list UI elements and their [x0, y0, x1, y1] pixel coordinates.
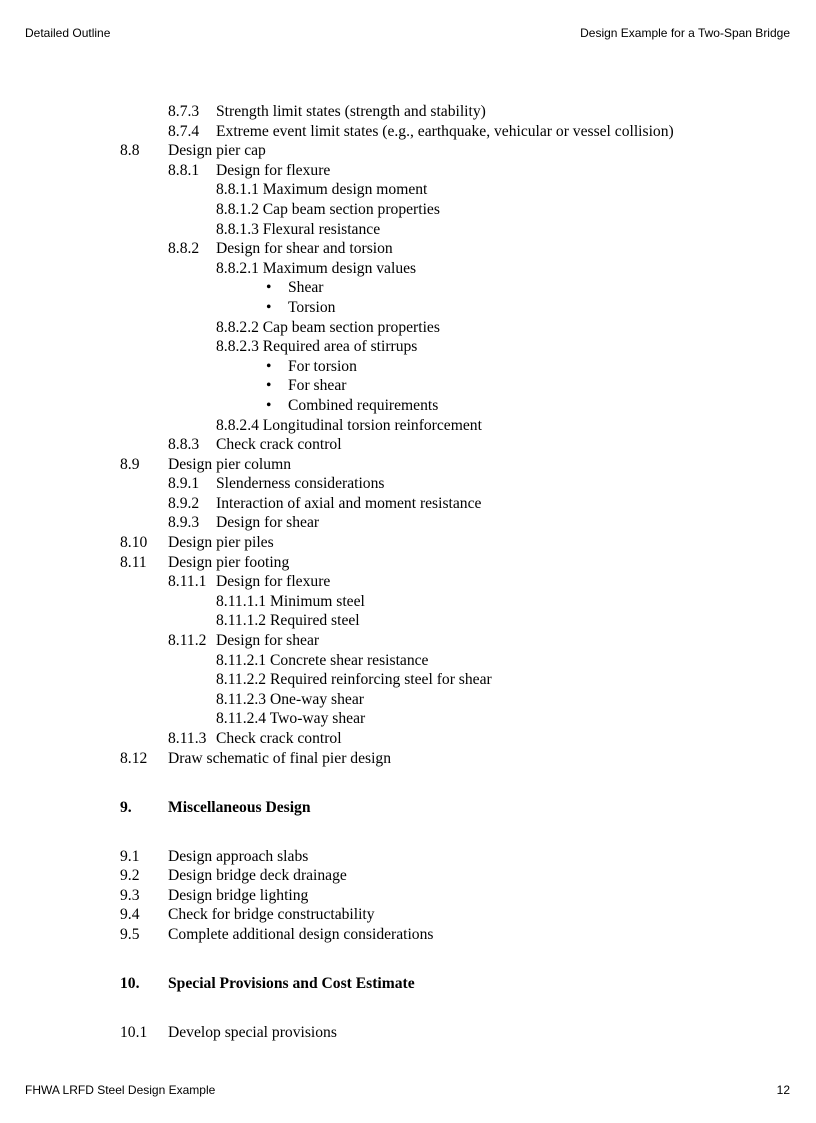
- bullet-item: [0, 376, 816, 396]
- item-number: 8.11: [120, 553, 147, 571]
- item-text: Design pier piles: [168, 534, 274, 552]
- item-number: 8.8: [120, 142, 140, 160]
- outline-item: [0, 513, 816, 533]
- outline-item: [0, 847, 816, 867]
- item-text: Special Provisions and Cost Estimate: [168, 975, 415, 993]
- bullet-item: [0, 357, 816, 377]
- item-text: Strength limit states (strength and stability): [216, 103, 486, 120]
- outline-item: [0, 886, 816, 906]
- item-text: Miscellaneous Design: [168, 798, 311, 816]
- item-text: 8.11.2.4 Two-way shear: [216, 710, 366, 728]
- item-text: Design pier cap: [168, 142, 266, 160]
- item-text: Develop special provisions: [168, 1023, 337, 1041]
- item-text: Design for flexure: [216, 573, 331, 591]
- spacer: [0, 945, 816, 965]
- outline-item: [0, 553, 816, 573]
- item-text: Check crack control: [216, 730, 342, 747]
- item-text: 8.11.2.2 Required reinforcing steel for shear: [216, 671, 492, 689]
- outline-item: [0, 220, 816, 240]
- item-text: 8.8.2.3 Required area of stirrups: [216, 338, 418, 356]
- item-number: 8.7.3: [168, 103, 200, 120]
- item-text: 8.8.1.3 Flexural resistance: [216, 220, 381, 238]
- item-text: Design for shear and torsion: [216, 240, 393, 258]
- bullet-icon: •: [266, 279, 272, 297]
- item-text: For torsion: [288, 357, 357, 375]
- spacer: [0, 768, 816, 788]
- item-number: 10.1: [120, 1023, 148, 1041]
- outline-item: [0, 259, 816, 279]
- page-number: 12: [776, 1083, 790, 1097]
- item-number: 9.1: [120, 847, 140, 865]
- section-heading: [0, 788, 816, 827]
- item-text: Design for flexure: [216, 161, 331, 179]
- outline-item: [0, 533, 816, 553]
- item-text: Design pier column: [168, 455, 291, 473]
- outline-item: [0, 866, 816, 886]
- item-text: 8.11.2.3 One-way shear: [216, 690, 364, 708]
- outline-item: [0, 416, 816, 436]
- header-left-title: Detailed Outline: [25, 26, 111, 40]
- outline-item: [0, 670, 816, 690]
- outline-item: [0, 729, 816, 749]
- item-number: 8.9.2: [168, 494, 200, 512]
- outline-item: [0, 141, 816, 161]
- item-number: 9.2: [120, 867, 140, 885]
- item-number: 8.11.3: [168, 730, 207, 747]
- item-text: Check crack control: [216, 436, 342, 454]
- item-text: 8.8.2.2 Cap beam section properties: [216, 318, 440, 336]
- bullet-icon: •: [266, 298, 272, 316]
- bullet-item: [0, 298, 816, 318]
- item-text: Design for shear: [216, 514, 320, 532]
- item-number: 9.: [120, 798, 132, 816]
- outline-item: [0, 709, 816, 729]
- item-text: 8.11.1.1 Minimum steel: [216, 592, 365, 610]
- item-number: 9.5: [120, 925, 140, 943]
- item-text: Extreme event limit states (e.g., earthquake, vehicular or vessel collision): [216, 122, 674, 140]
- item-text: 8.8.2.4 Longitudinal torsion reinforcement: [216, 416, 482, 434]
- section-heading: [0, 964, 816, 1003]
- item-number: 8.8.1: [168, 161, 200, 179]
- outline-item: [0, 455, 816, 475]
- item-text: Shear: [288, 279, 324, 297]
- item-text: Draw schematic of final pier design: [168, 749, 391, 767]
- item-text: Combined requirements: [288, 396, 439, 414]
- item-text: 8.8.1.1 Maximum design moment: [216, 181, 428, 199]
- outline-item: [0, 749, 816, 769]
- outline-item: [0, 1023, 816, 1043]
- item-text: Design bridge lighting: [168, 886, 309, 904]
- item-number: 8.8.2: [168, 240, 200, 258]
- item-text: Slenderness considerations: [216, 475, 385, 493]
- item-text: Complete additional design considerations: [168, 925, 434, 943]
- spacer: [0, 1003, 816, 1023]
- bullet-icon: •: [266, 357, 272, 375]
- outline-item: [0, 122, 816, 142]
- outline-item: [0, 572, 816, 592]
- item-number: 10.: [120, 975, 140, 993]
- item-text: Design pier footing: [168, 553, 290, 571]
- spacer: [0, 827, 816, 847]
- item-text: Design approach slabs: [168, 847, 309, 865]
- item-number: 8.7.4: [168, 122, 200, 140]
- item-number: 8.11.2: [168, 632, 207, 650]
- bullet-item: [0, 278, 816, 298]
- item-number: 8.9.1: [168, 475, 200, 493]
- item-text: Design for shear: [216, 632, 320, 650]
- outline-item: [0, 494, 816, 514]
- outline-item: [0, 318, 816, 338]
- item-number: 8.9: [120, 455, 140, 473]
- header-right-title: Design Example for a Two-Span Bridge: [580, 26, 790, 40]
- outline-item: [0, 592, 816, 612]
- item-text: For shear: [288, 377, 347, 395]
- outline-item: [0, 180, 816, 200]
- outline-item: [0, 337, 816, 357]
- detailed-outline: [0, 102, 816, 1043]
- bullet-item: [0, 396, 816, 416]
- outline-item: [0, 161, 816, 181]
- item-text: Check for bridge constructability: [168, 906, 375, 924]
- item-number: 9.3: [120, 886, 140, 904]
- outline-item: [0, 239, 816, 259]
- bullet-icon: •: [266, 396, 272, 414]
- item-number: 8.10: [120, 534, 148, 552]
- item-number: 8.9.3: [168, 514, 200, 532]
- item-text: Interaction of axial and moment resistance: [216, 494, 482, 512]
- item-number: 8.12: [120, 749, 148, 767]
- outline-item: [0, 925, 816, 945]
- item-text: Torsion: [288, 298, 336, 316]
- item-number: 8.11.1: [168, 573, 207, 591]
- outline-item: [0, 651, 816, 671]
- outline-item: [0, 690, 816, 710]
- bullet-icon: •: [266, 377, 272, 395]
- item-text: 8.11.1.2 Required steel: [216, 612, 360, 630]
- outline-item: [0, 102, 816, 122]
- outline-item: [0, 905, 816, 925]
- outline-item: [0, 435, 816, 455]
- outline-item: [0, 200, 816, 220]
- item-text: 8.8.2.1 Maximum design values: [216, 259, 417, 277]
- item-number: 9.4: [120, 906, 140, 924]
- item-number: 8.8.3: [168, 436, 200, 454]
- footer-document-title: FHWA LRFD Steel Design Example: [25, 1083, 216, 1097]
- item-text: 8.8.1.2 Cap beam section properties: [216, 200, 440, 218]
- outline-item: [0, 474, 816, 494]
- outline-item: [0, 611, 816, 631]
- item-text: 8.11.2.1 Concrete shear resistance: [216, 651, 429, 669]
- item-text: Design bridge deck drainage: [168, 867, 347, 885]
- outline-item: [0, 631, 816, 651]
